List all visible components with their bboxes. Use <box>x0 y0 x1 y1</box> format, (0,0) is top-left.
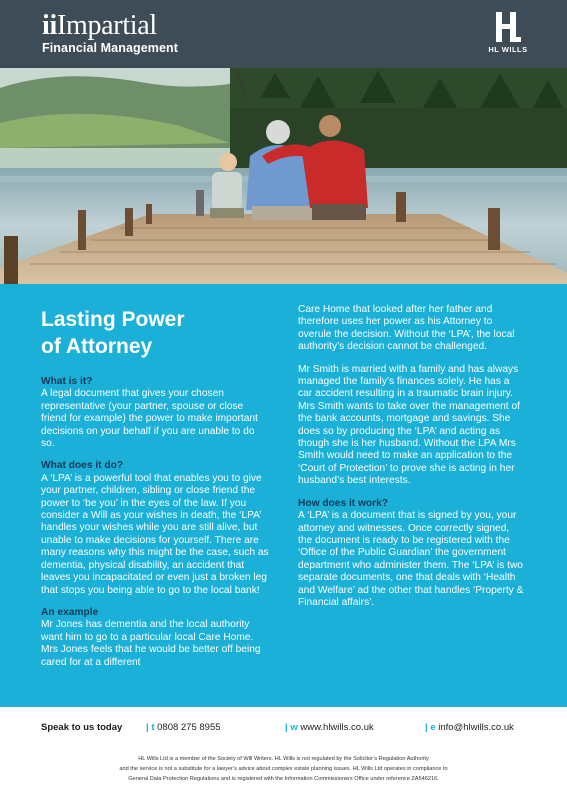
contact-cta: Speak to us today <box>41 722 123 733</box>
website-url: www.hlwills.co.uk <box>300 722 374 733</box>
impartial-logo-subtitle: Financial Management <box>42 41 179 55</box>
section-heading-what-does: What does it do? <box>41 460 124 472</box>
left-column <box>41 376 269 679</box>
page-title <box>41 306 185 360</box>
contact-website-link[interactable]: | w www.hlwills.co.uk <box>285 722 374 733</box>
section-body-example: Mr Jones has dementia and the local authority want him to go to a particular local Care Home. Mrs Jones feels that he would be better off being cared for at a different <box>41 619 261 668</box>
contact-email-link[interactable]: | e info@hlwills.co.uk <box>425 722 514 733</box>
impartial-logo <box>42 12 178 55</box>
hero-photo <box>0 68 567 284</box>
hl-monogram-icon <box>495 12 521 42</box>
content-panel <box>0 284 567 707</box>
contact-phone[interactable]: | t 0808 275 8955 <box>146 722 221 733</box>
hl-wills-label: HL WILLS <box>488 45 528 54</box>
right-column <box>298 304 526 619</box>
section-heading-what: What is it? <box>41 376 93 387</box>
section-body-what: A legal document that gives your chosen representative (your partner, spouse or close friend for example) the power to make important decisions on your behalf if you are unable to do so. <box>41 388 258 450</box>
section-body-example-continued: Care Home that looked after her father and therefore uses her power as his Attorney to overule the decision. Without the ‘LPA’, the local authority’s decision cannot be challenged. <box>298 304 515 353</box>
footnote-line: and the service is not a substitute for a lawyer’s advice about complex estate planning issues. HL Wills Ltd operates in compliance to <box>119 766 448 772</box>
header-bar <box>0 0 567 68</box>
page-title-line1: Lasting Power <box>41 308 185 331</box>
contact-bar <box>0 707 567 745</box>
section-heading-how: How does it work? <box>298 497 388 509</box>
impartial-logo-wordmark: iiImpartial <box>42 10 157 41</box>
phone-number: 0808 275 8955 <box>157 722 221 733</box>
section-heading-example: An example <box>41 606 99 618</box>
section-body-what-does: A ‘LPA’ is a powerful tool that enables you to give your partner, children, sibling or close friend the power to ‘be you’ in the eyes of the law. If you consider a Will as your wishes in death, the ‘LPA’ handles your wishes while you are still alive, but unable to make decisions for yourself. There are many reasons why this might be the case, such as dementia, physical disability, an accident that leaves you incapacitated or even just a broken leg that stops you being able to go to the local bank! <box>41 472 269 596</box>
page-title-line2: of Attorney <box>41 335 153 358</box>
legal-footnote <box>20 754 547 784</box>
family-fishing-illustration <box>0 68 567 284</box>
section-body-how: A ‘LPA’ is a document that is signed by you, your attorney and witnesses. Once correctly signed, the document is ready to be registered with the ‘Office of the Public Guardian’ the government department who administer them. The ‘LPA’ is two separate documents, one that deals with ‘Health and Welfare’ ad the other that handles ‘Property & Financial affairs’. <box>298 510 524 608</box>
email-address: info@hlwills.co.uk <box>438 722 514 733</box>
section-body-example-2: Mr Smith is married with a family and has always managed the family’s finances solely. He has a car accident resulting in a traumatic brain injury. Mrs Smith wants to take over the management of the bank accounts, mortgage and savings. She does so by producing the ‘LPA’ and acting as though she is her husband. Without the LPA Mrs Smith would need to make an application to the ‘Court of Protection’ to prove she is acting in her husband’s best interests. <box>298 363 520 487</box>
footnote-line: General Data Protection Regulations and is registered with the Information Commissioners Office under reference ZA546216. <box>128 776 439 782</box>
hl-wills-logo <box>485 12 531 54</box>
footnote-line: HL Wills Ltd is a member of the Society of Will Writers. HL Wills is not regulated by the Solicitor’s Regulation Authority <box>138 756 429 762</box>
